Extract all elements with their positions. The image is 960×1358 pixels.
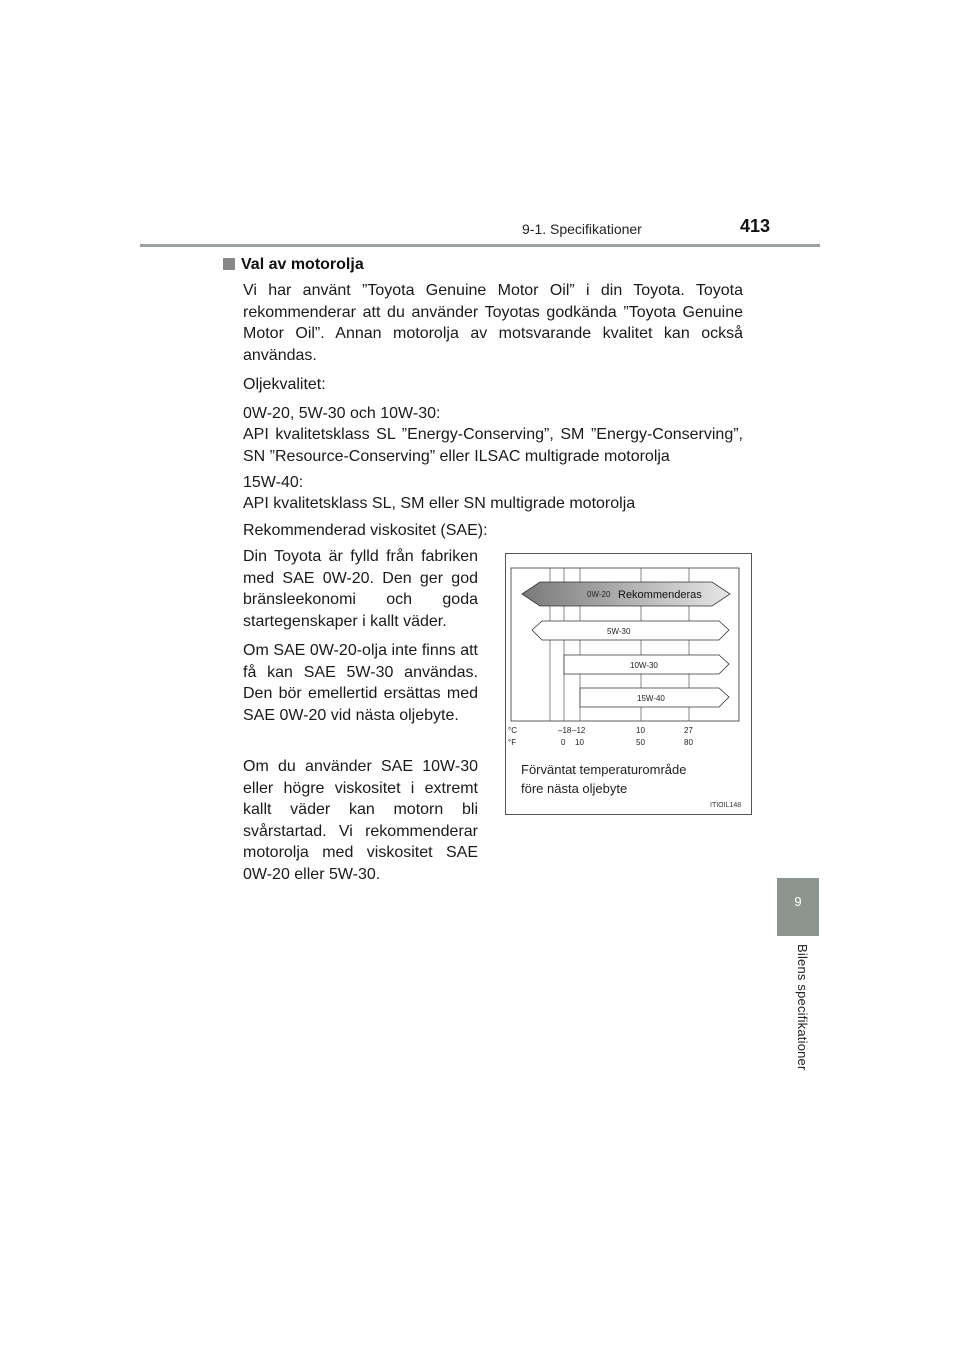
grade-group-1-title: 0W-20, 5W-30 och 10W-30:: [243, 405, 441, 422]
cold-weather-paragraph: Om du använder SAE 10W-30 eller högre viskositet i extremt kallt väder kan motorn bli svårstartad. Vi rekommenderar motorolja med viskositet SAE 0W-20 eller 5W-30.: [243, 758, 478, 883]
square-bullet-icon: [223, 258, 235, 270]
grade-group-1-text: API kvalitetsklass SL ”Energy-Conserving”, SM ”Energy-Conserving”, SN ”Resource-Conserving” eller ILSAC multigrade motorolja: [243, 426, 743, 465]
bar-note-recommended: Rekommenderas: [618, 589, 702, 601]
oil-quality-label: Oljekvalitet:: [243, 376, 326, 393]
celsius-tick: 10: [636, 726, 645, 735]
chapter-label: Bilens specifikationer: [795, 944, 810, 1071]
celsius-tick: –12: [572, 726, 586, 735]
figure-code: ITIOIL148: [710, 802, 742, 809]
bar-label-15w-40: 15W-40: [637, 694, 665, 703]
bar-label-5w-30: 5W-30: [607, 627, 631, 636]
bar-label-0w-20: 0W-20: [587, 590, 611, 599]
fahrenheit-tick: 80: [684, 738, 693, 747]
grade-group-2-text: API kvalitetsklass SL, SM eller SN multigrade motorolja: [243, 495, 636, 512]
celsius-unit: °C: [508, 726, 517, 735]
viscosity-label: Rekommenderad viskositet (SAE):: [243, 522, 488, 539]
section-heading: [223, 256, 364, 274]
fahrenheit-tick: 50: [636, 738, 645, 747]
bar-label-10w-30: 10W-30: [630, 661, 658, 670]
fahrenheit-tick: 10: [575, 738, 584, 747]
factory-fill-paragraph: Din Toyota är fylld från fabriken med SAE 0W-20. Den ger god bränsleekonomi och goda startegenskaper i kallt väder.: [243, 548, 478, 630]
caption-line-2: före nästa oljebyte: [521, 781, 628, 796]
caption-line-1: Förväntat temperaturområde: [521, 762, 687, 777]
bar-5w-30: [532, 621, 729, 640]
viscosity-figure: [505, 553, 752, 815]
section-title: 9-1. Specifikationer: [522, 221, 642, 237]
header-divider: [140, 244, 820, 247]
celsius-tick: 27: [684, 726, 693, 735]
intro-paragraph: Vi har använt ”Toyota Genuine Motor Oil” i din Toyota. Toyota rekommenderar att du använder Toyotas godkända ”Toyota Genuine Motor Oil”. Annan motorolja av motsvarande kvalitet kan också användas.: [243, 282, 743, 364]
page-number: 413: [740, 216, 771, 236]
fahrenheit-unit: °F: [508, 738, 517, 747]
fahrenheit-tick: 0: [561, 738, 566, 747]
celsius-tick: –18: [558, 726, 572, 735]
grade-group-2-title: 15W-40:: [243, 474, 304, 491]
figure-caption: [521, 760, 686, 798]
viscosity-diagram: [506, 554, 751, 759]
alternative-oil-paragraph: Om SAE 0W-20-olja inte finns att få kan SAE 5W-30 användas. Den bör emellertid ersättas med SAE 0W-20 vid nästa oljebyte.: [243, 642, 478, 724]
chapter-number: 9: [794, 894, 802, 909]
chapter-tab: [777, 878, 819, 936]
heading-text: Val av motorolja: [241, 256, 364, 273]
